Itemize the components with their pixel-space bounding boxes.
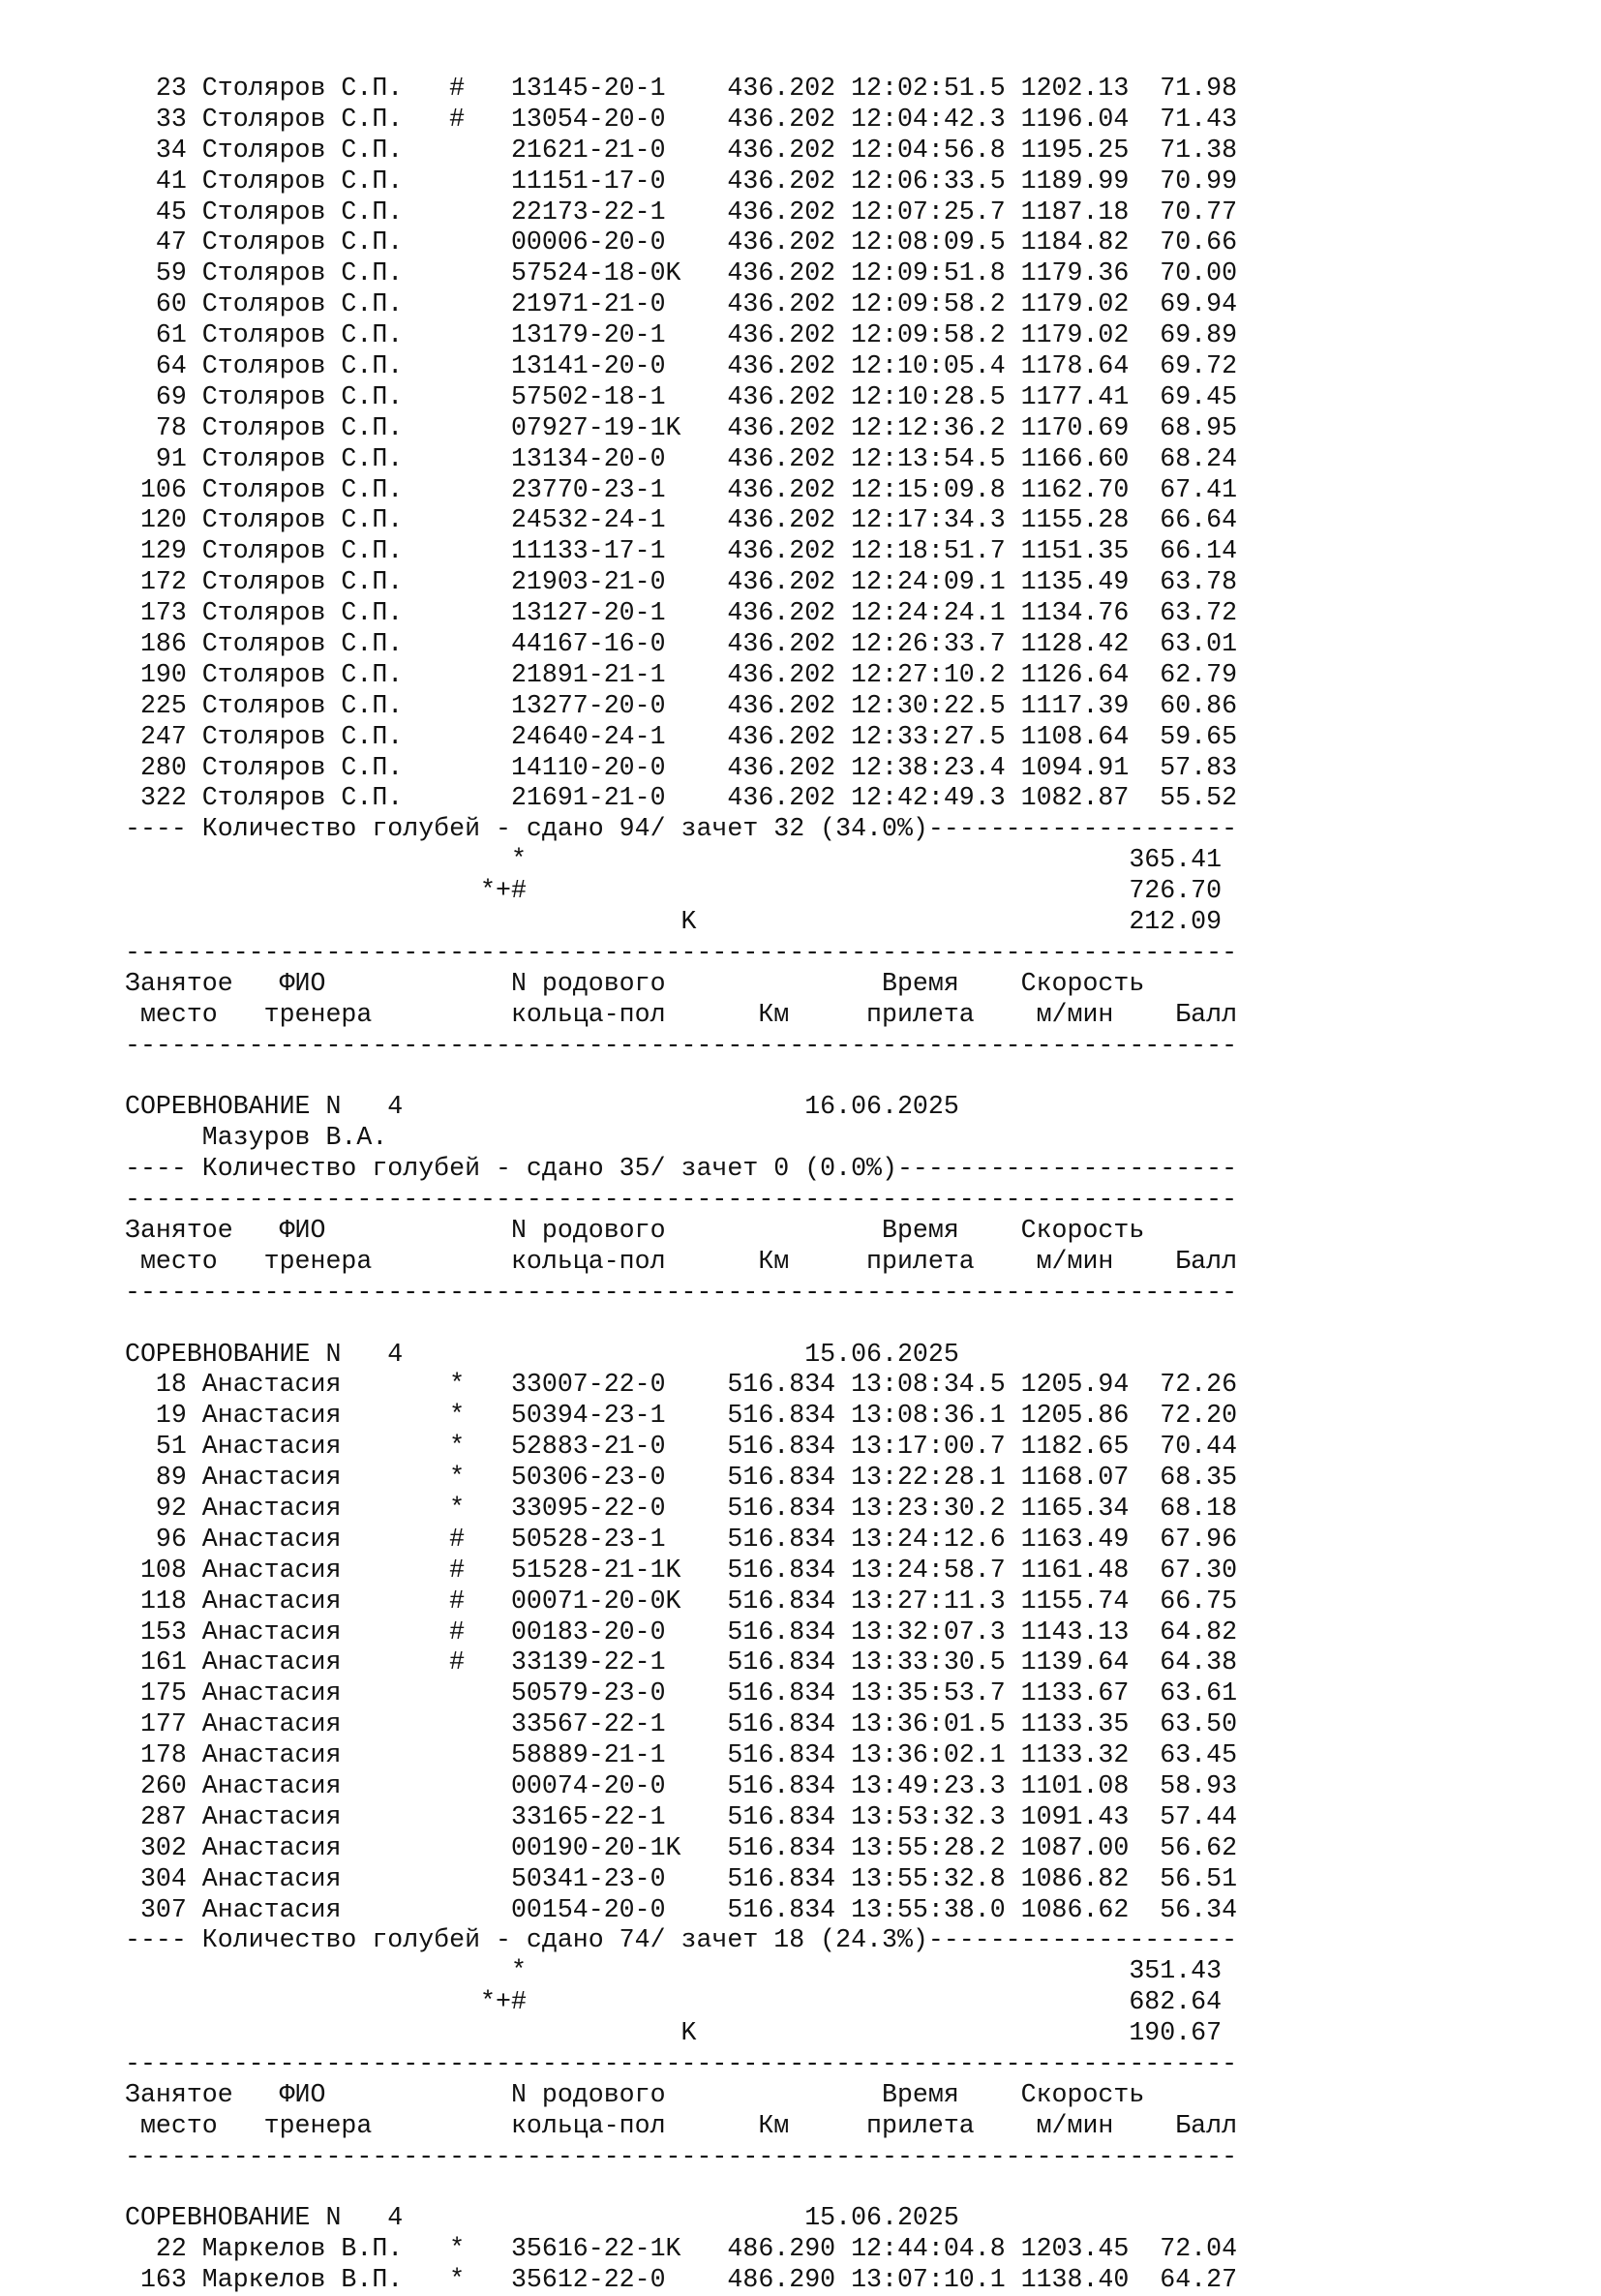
text-line: 41 Столяров С.П. 11151-17-0 436.202 12:06:33.5 1189.99 70.99 (125, 166, 1238, 196)
text-line: Мазуров В.А. (125, 1123, 388, 1153)
text-line: СОРЕВНОВАНИЕ N 4 16.06.2025 (125, 1092, 959, 1122)
text-line: ------------------------------------------------------------------------ (125, 2141, 1238, 2171)
text-line: 19 Анастасия * 50394-23-1 516.834 13:08:36.1 1205.86 72.20 (125, 1401, 1238, 1431)
text-line: ---- Количество голубей - сдано 94/ зачет 32 (34.0%)-------------------- (125, 814, 1238, 844)
text-line: СОРЕВНОВАНИЕ N 4 15.06.2025 (125, 2203, 959, 2233)
text-line: 47 Столяров С.П. 00006-20-0 436.202 12:08:09.5 1184.82 70.66 (125, 227, 1238, 257)
text-line: место тренера кольца-пол Км прилета м/мин Балл (125, 2110, 1238, 2140)
text-line: 34 Столяров С.П. 21621-21-0 436.202 12:04:56.8 1195.25 71.38 (125, 135, 1238, 165)
text-line: 129 Столяров С.П. 11133-17-1 436.202 12:18:51.7 1151.35 66.14 (125, 536, 1238, 566)
text-line: 89 Анастасия * 50306-23-0 516.834 13:22:28.1 1168.07 68.35 (125, 1463, 1238, 1493)
text-line: 225 Столяров С.П. 13277-20-0 436.202 12:30:22.5 1117.39 60.86 (125, 690, 1238, 720)
text-line: 172 Столяров С.П. 21903-21-0 436.202 12:24:09.1 1135.49 63.78 (125, 567, 1238, 597)
text-line: 92 Анастасия * 33095-22-0 516.834 13:23:30.2 1165.34 68.18 (125, 1493, 1238, 1523)
text-line: место тренера кольца-пол Км прилета м/мин Балл (125, 999, 1238, 1029)
text-line: 177 Анастасия 33567-22-1 516.834 13:36:01.5 1133.35 63.50 (125, 1709, 1238, 1739)
text-line: 22 Маркелов В.П. * 35616-22-1K 486.290 12:44:04.8 1203.45 72.04 (125, 2234, 1238, 2264)
text-line: 302 Анастасия 00190-20-1K 516.834 13:55:28.2 1087.00 56.62 (125, 1832, 1238, 1862)
text-line: 78 Столяров С.П. 07927-19-1K 436.202 12:12:36.2 1170.69 68.95 (125, 412, 1238, 442)
text-line: 118 Анастасия # 00071-20-0K 516.834 13:27:11.3 1155.74 66.75 (125, 1586, 1238, 1616)
text-line: * 365.41 (125, 845, 1223, 875)
text-line: 23 Столяров С.П. # 13145-20-1 436.202 12:02:51.5 1202.13 71.98 (125, 74, 1238, 103)
text-line: 18 Анастасия * 33007-22-0 516.834 13:08:34.5 1205.94 72.26 (125, 1370, 1238, 1400)
text-line: ------------------------------------------------------------------------ (125, 1185, 1238, 1215)
text-line: 108 Анастасия # 51528-21-1K 516.834 13:24:58.7 1161.48 67.30 (125, 1555, 1238, 1585)
text-line: 69 Столяров С.П. 57502-18-1 436.202 12:10:28.5 1177.41 69.45 (125, 381, 1238, 411)
text-line: 60 Столяров С.П. 21971-21-0 436.202 12:09:58.2 1179.02 69.94 (125, 289, 1238, 319)
results-printout (125, 74, 1237, 2296)
text-line: ------------------------------------------------------------------------ (125, 937, 1238, 967)
text-line: 175 Анастасия 50579-23-0 516.834 13:35:53.7 1133.67 63.61 (125, 1678, 1238, 1708)
text-line: *+# 682.64 (125, 1987, 1223, 2017)
text-line: 120 Столяров С.П. 24532-24-1 436.202 12:17:34.3 1155.28 66.64 (125, 505, 1238, 535)
text-line: ---- Количество голубей - сдано 35/ зачет 0 (0.0%)---------------------- (125, 1154, 1238, 1184)
text-line: ------------------------------------------------------------------------ (125, 1277, 1238, 1307)
text-line: место тренера кольца-пол Км прилета м/мин Балл (125, 1246, 1238, 1276)
text-line: 287 Анастасия 33165-22-1 516.834 13:53:32.3 1091.43 57.44 (125, 1801, 1238, 1831)
text-line: 178 Анастасия 58889-21-1 516.834 13:36:02.1 1133.32 63.45 (125, 1740, 1238, 1770)
text-line: 91 Столяров С.П. 13134-20-0 436.202 12:13:54.5 1166.60 68.24 (125, 443, 1238, 473)
text-line: 59 Столяров С.П. 57524-18-0K 436.202 12:09:51.8 1179.36 70.00 (125, 258, 1238, 288)
text-line: ------------------------------------------------------------------------ (125, 1030, 1238, 1060)
text-line: 247 Столяров С.П. 24640-24-1 436.202 12:33:27.5 1108.64 59.65 (125, 721, 1238, 751)
text-line: * 351.43 (125, 1956, 1223, 1986)
text-line: СОРЕВНОВАНИЕ N 4 15.06.2025 (125, 1339, 959, 1369)
text-line: 163 Маркелов В.П. * 35612-22-0 486.290 13:07:10.1 1138.40 64.27 (125, 2265, 1238, 2295)
text-line: ------------------------------------------------------------------------ (125, 2049, 1238, 2078)
text-line: 64 Столяров С.П. 13141-20-0 436.202 12:10:05.4 1178.64 69.72 (125, 351, 1238, 381)
text-line: 33 Столяров С.П. # 13054-20-0 436.202 12:04:42.3 1196.04 71.43 (125, 104, 1238, 134)
text-line: 260 Анастасия 00074-20-0 516.834 13:49:23.3 1101.08 58.93 (125, 1770, 1238, 1800)
text-line: ---- Количество голубей - сдано 74/ зачет 18 (24.3%)-------------------- (125, 1925, 1238, 1955)
text-line: Занятое ФИО N родового Время Скорость (125, 2079, 1223, 2109)
text-line: 106 Столяров С.П. 23770-23-1 436.202 12:15:09.8 1162.70 67.41 (125, 474, 1238, 504)
text-line: 161 Анастасия # 33139-22-1 516.834 13:33:30.5 1139.64 64.38 (125, 1647, 1238, 1677)
text-line: 186 Столяров С.П. 44167-16-0 436.202 12:26:33.7 1128.42 63.01 (125, 629, 1238, 659)
text-line: 51 Анастасия * 52883-21-0 516.834 13:17:00.7 1182.65 70.44 (125, 1432, 1238, 1462)
text-line: 45 Столяров С.П. 22173-22-1 436.202 12:07:25.7 1187.18 70.77 (125, 196, 1238, 227)
text-line: 190 Столяров С.П. 21891-21-1 436.202 12:27:10.2 1126.64 62.79 (125, 659, 1238, 689)
text-line (125, 1309, 1237, 1340)
text-line: K 212.09 (125, 907, 1223, 937)
text-line: 322 Столяров С.П. 21691-21-0 436.202 12:42:49.3 1082.87 55.52 (125, 783, 1238, 813)
text-line: K 190.67 (125, 2018, 1223, 2048)
text-line: 304 Анастасия 50341-23-0 516.834 13:55:32.8 1086.82 56.51 (125, 1863, 1238, 1893)
text-line: 173 Столяров С.П. 13127-20-1 436.202 12:24:24.1 1134.76 63.72 (125, 598, 1238, 628)
text-line: 280 Столяров С.П. 14110-20-0 436.202 12:38:23.4 1094.91 57.83 (125, 752, 1238, 782)
text-line (125, 2173, 1237, 2204)
text-line: 153 Анастасия # 00183-20-0 516.834 13:32:07.3 1143.13 64.82 (125, 1616, 1238, 1646)
text-line: 96 Анастасия # 50528-23-1 516.834 13:24:12.6 1163.49 67.96 (125, 1524, 1238, 1554)
text-line: Занятое ФИО N родового Время Скорость (125, 968, 1223, 998)
text-line: 307 Анастасия 00154-20-0 516.834 13:55:38.0 1086.62 56.34 (125, 1894, 1238, 1924)
text-line (125, 1062, 1237, 1093)
text-line: 61 Столяров С.П. 13179-20-1 436.202 12:09:58.2 1179.02 69.89 (125, 320, 1238, 350)
text-line: Занятое ФИО N родового Время Скорость (125, 1215, 1223, 1245)
text-line: *+# 726.70 (125, 876, 1223, 906)
